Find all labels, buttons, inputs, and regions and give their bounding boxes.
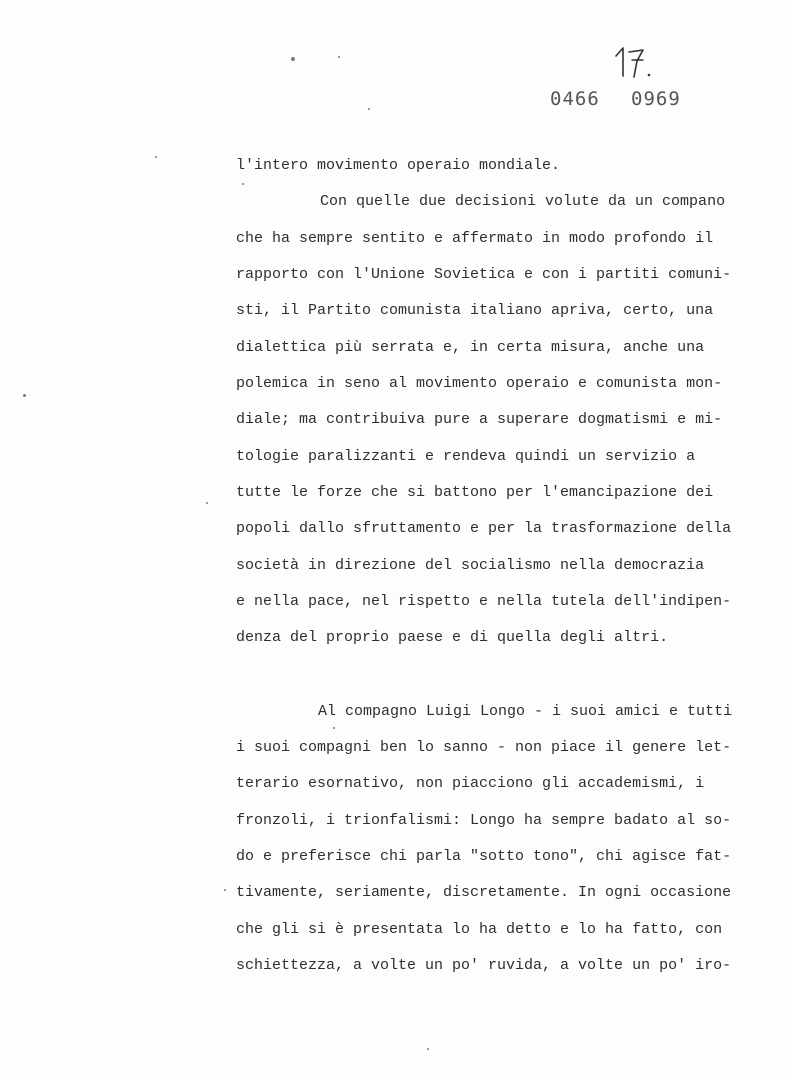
- text-line: che ha sempre sentito e affermato in modo profondo il: [236, 230, 714, 247]
- text-line: do e preferisce chi parla "sotto tono", chi agisce fat-: [236, 848, 732, 865]
- text-line: e nella pace, nel rispetto e nella tutela dell'indipen-: [236, 593, 732, 610]
- text-line: Con quelle due decisioni volute da un compano: [320, 193, 726, 210]
- handwritten-page-number-drawing: [612, 42, 662, 82]
- scan-speck: [427, 1048, 429, 1050]
- text-line: tologie paralizzanti e rendeva quindi un servizio a: [236, 448, 696, 465]
- text-line: schiettezza, a volte un po' ruvida, a volte un po' iro-: [236, 957, 732, 974]
- text-line: sti, il Partito comunista italiano apriva, certo, una: [236, 302, 714, 319]
- text-line: i suoi compagni ben lo sanno - non piace il genere let-: [236, 739, 732, 756]
- scan-speck: [242, 183, 244, 185]
- text-line: l'intero movimento operaio mondiale.: [236, 157, 561, 174]
- text-line: tutte le forze che si battono per l'emancipazione dei: [236, 484, 714, 501]
- scan-speck: [224, 889, 226, 891]
- text-line: denza del proprio paese e di quella degli altri.: [236, 629, 669, 646]
- text-line: società in direzione del socialismo nella democrazia: [236, 557, 705, 574]
- text-line: dialettica più serrata e, in certa misura, anche una: [236, 339, 705, 356]
- text-line: terario esornativo, non piacciono gli accademismi, i: [236, 775, 705, 792]
- text-line: diale; ma contribuiva pure a superare dogmatismi e mi-: [236, 411, 723, 428]
- text-line: tivamente, seriamente, discretamente. In ogni occasione: [236, 884, 732, 901]
- scan-speck: [291, 57, 295, 61]
- text-line: popoli dallo sfruttamento e per la trasformazione della: [236, 520, 732, 537]
- scan-speck: [155, 156, 157, 158]
- scan-speck: [206, 502, 208, 504]
- archive-stamp-right: 0969: [631, 88, 681, 110]
- archive-stamp-left: 0466: [550, 88, 600, 110]
- scan-speck: [333, 727, 335, 729]
- text-line: fronzoli, i trionfalismi: Longo ha sempre badato al so-: [236, 812, 732, 829]
- text-line: Al compagno Luigi Longo - i suoi amici e tutti: [318, 703, 733, 720]
- scan-speck: [23, 394, 26, 397]
- scan-speck: [368, 108, 370, 110]
- text-line: polemica in seno al movimento operaio e comunista mon-: [236, 375, 723, 392]
- text-line: rapporto con l'Unione Sovietica e con i partiti comuni-: [236, 266, 732, 283]
- handwritten-page-number: [612, 42, 662, 82]
- scan-speck: [338, 56, 340, 58]
- text-line: che gli si è presentata lo ha detto e lo ha fatto, con: [236, 921, 723, 938]
